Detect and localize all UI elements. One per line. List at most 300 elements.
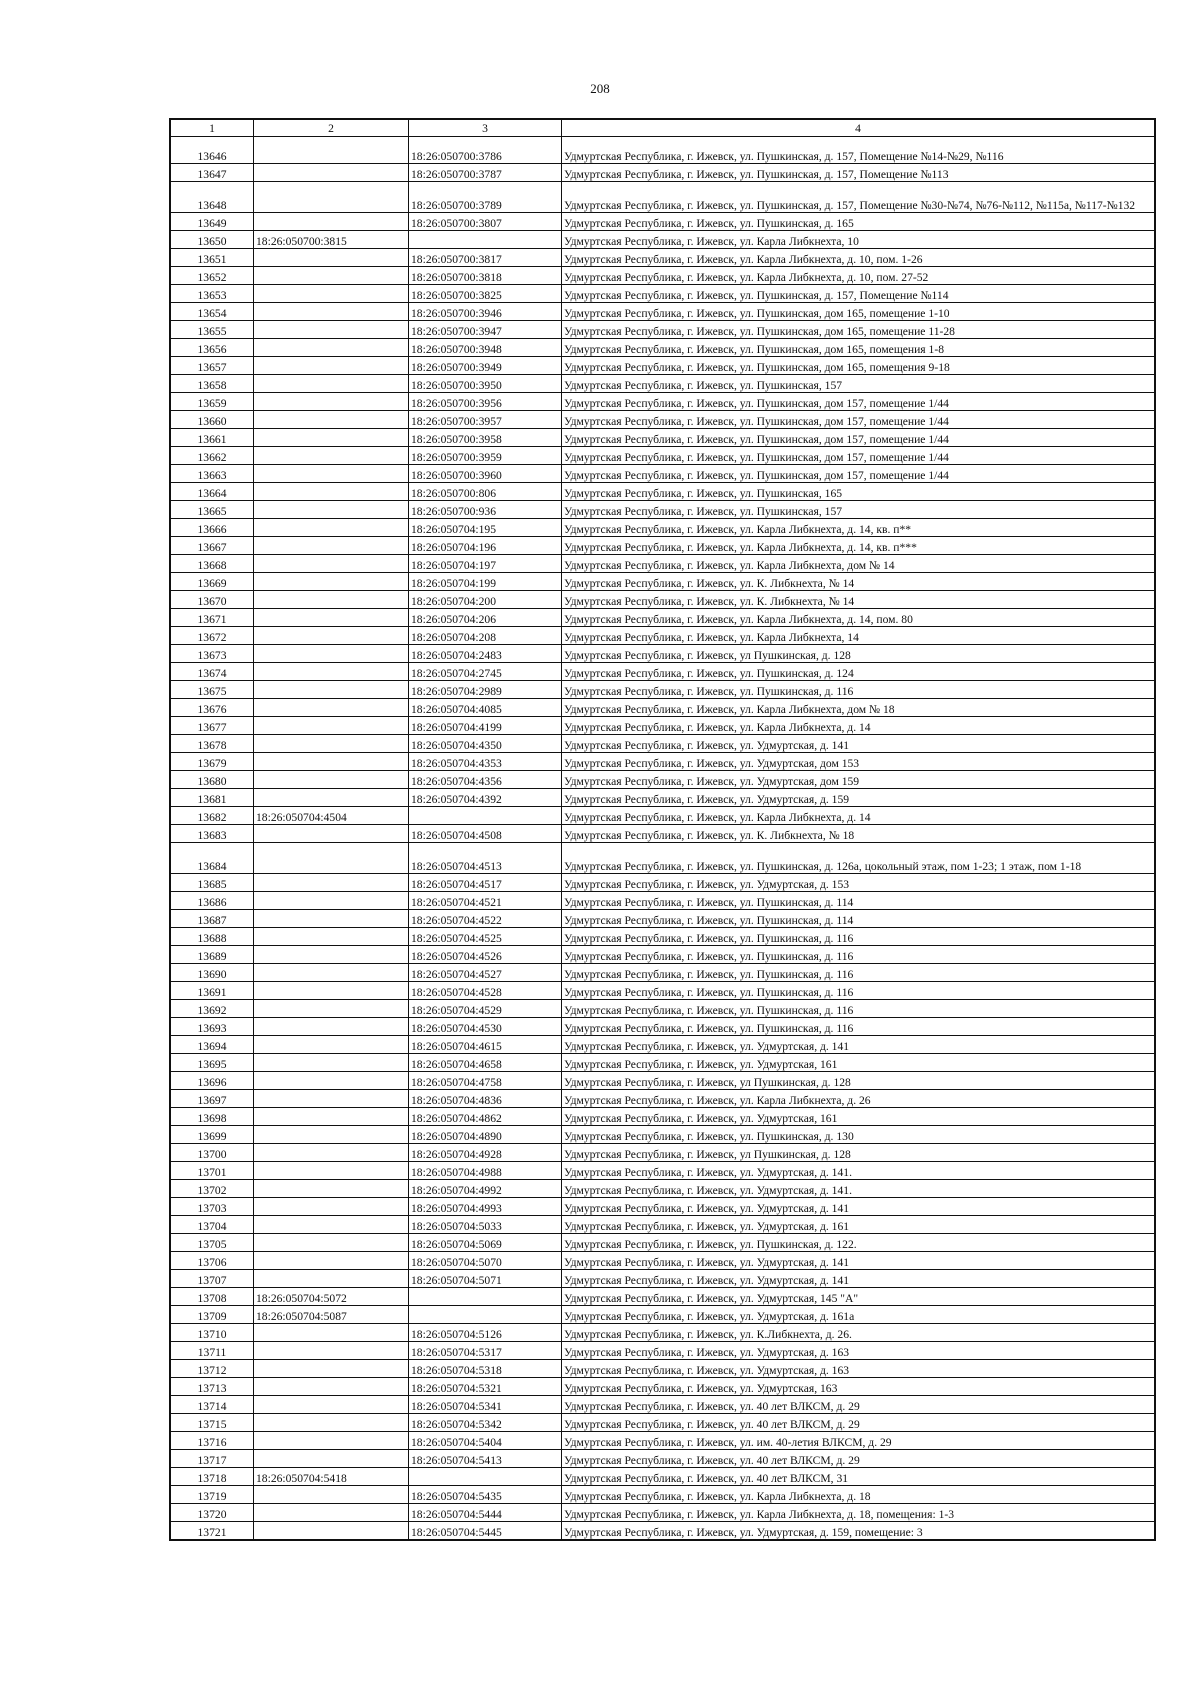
cadastral-number-object-cell: 18:26:050704:4658	[409, 1054, 562, 1072]
table-row	[170, 1072, 1155, 1090]
cadastral-number-land-cell	[254, 1090, 409, 1108]
table-row	[170, 771, 1155, 789]
table-row	[170, 789, 1155, 807]
table-row	[170, 1036, 1155, 1054]
cadastral-number-object-cell: 18:26:050704:5444	[409, 1504, 562, 1522]
cadastral-number-land-cell	[254, 1342, 409, 1360]
cadastral-number-object-cell: 18:26:050704:4356	[409, 771, 562, 789]
cadastral-number-land-cell	[254, 1054, 409, 1072]
cadastral-number-object-cell: 18:26:050704:5445	[409, 1522, 562, 1541]
table-row	[170, 910, 1155, 928]
cadastral-number-land-cell	[254, 519, 409, 537]
cadastral-number-land-cell	[254, 1378, 409, 1396]
table-row	[170, 1504, 1155, 1522]
cadastral-number-land-cell	[254, 501, 409, 519]
row-number-cell: 13661	[170, 429, 254, 447]
cadastral-number-object-cell	[409, 231, 562, 249]
address-cell: Удмуртская Республика, г. Ижевск, ул. Удмуртская, д. 159	[562, 789, 1156, 807]
row-number-cell: 13687	[170, 910, 254, 928]
address-cell: Удмуртская Республика, г. Ижевск, ул Пушкинская, д. 128	[562, 645, 1156, 663]
cadastral-number-land-cell	[254, 555, 409, 573]
address-cell: Удмуртская Республика, г. Ижевск, ул. Пушкинская, дом 165, помещения 9-18	[562, 357, 1156, 375]
address-cell: Удмуртская Республика, г. Ижевск, ул. Пушкинская, д. 116	[562, 946, 1156, 964]
cadastral-number-land-cell	[254, 375, 409, 393]
cadastral-number-land-cell	[254, 609, 409, 627]
cadastral-number-land-cell	[254, 249, 409, 267]
table-row	[170, 1144, 1155, 1162]
row-number-cell: 13714	[170, 1396, 254, 1414]
row-number-cell: 13646	[170, 137, 254, 164]
address-cell: Удмуртская Республика, г. Ижевск, ул. 40 лет ВЛКСМ, д. 29	[562, 1414, 1156, 1432]
row-number-cell: 13708	[170, 1288, 254, 1306]
cadastral-number-object-cell: 18:26:050704:5413	[409, 1450, 562, 1468]
cadastral-number-land-cell	[254, 982, 409, 1000]
address-cell: Удмуртская Республика, г. Ижевск, ул. Пушкинская, д. 116	[562, 964, 1156, 982]
table-row	[170, 164, 1155, 182]
address-cell: Удмуртская Республика, г. Ижевск, ул. Пушкинская, д. 157, Помещение №114	[562, 285, 1156, 303]
table-row	[170, 339, 1155, 357]
table-row	[170, 1396, 1155, 1414]
table-row	[170, 928, 1155, 946]
address-cell: Удмуртская Республика, г. Ижевск, ул. 40 лет ВЛКСМ, д. 29	[562, 1396, 1156, 1414]
cadastral-number-land-cell	[254, 1036, 409, 1054]
cadastral-number-land-cell	[254, 483, 409, 501]
address-cell: Удмуртская Республика, г. Ижевск, ул. Пушкинская, дом 157, помещение 1/44	[562, 447, 1156, 465]
table-row	[170, 1324, 1155, 1342]
cadastral-number-land-cell	[254, 339, 409, 357]
row-number-cell: 13660	[170, 411, 254, 429]
row-number-cell: 13678	[170, 735, 254, 753]
row-number-cell: 13647	[170, 164, 254, 182]
row-number-cell: 13691	[170, 982, 254, 1000]
cadastral-number-object-cell: 18:26:050704:199	[409, 573, 562, 591]
table-row	[170, 892, 1155, 910]
table-row	[170, 303, 1155, 321]
address-cell: Удмуртская Республика, г. Ижевск, ул. Пушкинская, д. 114	[562, 910, 1156, 928]
cadastral-number-land-cell	[254, 393, 409, 411]
cadastral-number-land-cell	[254, 1018, 409, 1036]
row-number-cell: 13680	[170, 771, 254, 789]
address-cell: Удмуртская Республика, г. Ижевск, ул. К.Либкнехта, д. 26.	[562, 1324, 1156, 1342]
cadastral-number-object-cell: 18:26:050704:5069	[409, 1234, 562, 1252]
cadastral-number-land-cell	[254, 789, 409, 807]
address-cell: Удмуртская Республика, г. Ижевск, ул. Карла Либкнехта, д. 14	[562, 717, 1156, 735]
table-row	[170, 1270, 1155, 1288]
cadastral-number-object-cell: 18:26:050704:196	[409, 537, 562, 555]
address-cell: Удмуртская Республика, г. Ижевск, ул. Удмуртская, дом 159	[562, 771, 1156, 789]
cadastral-number-object-cell: 18:26:050704:5071	[409, 1270, 562, 1288]
address-cell: Удмуртская Республика, г. Ижевск, ул. Удмуртская, д. 159, помещение: 3	[562, 1522, 1156, 1541]
address-cell: Удмуртская Республика, г. Ижевск, ул. К. Либкнехта, № 14	[562, 573, 1156, 591]
cadastral-number-land-cell	[254, 753, 409, 771]
cadastral-number-land-cell	[254, 964, 409, 982]
table-row	[170, 1234, 1155, 1252]
cadastral-number-object-cell: 18:26:050704:206	[409, 609, 562, 627]
row-number-cell: 13677	[170, 717, 254, 735]
table-row	[170, 1486, 1155, 1504]
table-row	[170, 645, 1155, 663]
cadastral-number-object-cell: 18:26:050704:4513	[409, 843, 562, 874]
cadastral-number-land-cell	[254, 699, 409, 717]
row-number-cell: 13706	[170, 1252, 254, 1270]
row-number-cell: 13651	[170, 249, 254, 267]
address-cell: Удмуртская Республика, г. Ижевск, ул. Удмуртская, 161	[562, 1108, 1156, 1126]
address-cell: Удмуртская Республика, г. Ижевск, ул Пушкинская, д. 128	[562, 1144, 1156, 1162]
address-cell: Удмуртская Республика, г. Ижевск, ул. Пушкинская, дом 157, помещение 1/44	[562, 411, 1156, 429]
row-number-cell: 13685	[170, 874, 254, 892]
page-number: 208	[590, 81, 610, 96]
table-row	[170, 1432, 1155, 1450]
address-cell: Удмуртская Республика, г. Ижевск, ул. Пушкинская, д. 122.	[562, 1234, 1156, 1252]
cadastral-number-object-cell: 18:26:050704:197	[409, 555, 562, 573]
cadastral-number-land-cell	[254, 537, 409, 555]
table-row	[170, 137, 1155, 164]
row-number-cell: 13699	[170, 1126, 254, 1144]
row-number-cell: 13693	[170, 1018, 254, 1036]
cadastral-number-object-cell: 18:26:050704:5341	[409, 1396, 562, 1414]
cadastral-number-object-cell: 18:26:050704:2483	[409, 645, 562, 663]
row-number-cell: 13659	[170, 393, 254, 411]
row-number-cell: 13698	[170, 1108, 254, 1126]
cadastral-number-object-cell: 18:26:050704:4527	[409, 964, 562, 982]
table-row	[170, 843, 1155, 874]
cadastral-number-object-cell: 18:26:050700:3956	[409, 393, 562, 411]
cadastral-number-object-cell: 18:26:050704:4525	[409, 928, 562, 946]
address-cell: Удмуртская Республика, г. Ижевск, ул. Пушкинская, дом 165, помещение 11-28	[562, 321, 1156, 339]
cadastral-number-land-cell	[254, 843, 409, 874]
cadastral-number-land-cell	[254, 663, 409, 681]
cadastral-number-object-cell: 18:26:050704:5318	[409, 1360, 562, 1378]
table-row	[170, 753, 1155, 771]
row-number-cell: 13682	[170, 807, 254, 825]
table-row	[170, 1450, 1155, 1468]
address-cell: Удмуртская Республика, г. Ижевск, ул. Удмуртская, д. 141.	[562, 1180, 1156, 1198]
table-row	[170, 807, 1155, 825]
address-cell: Удмуртская Республика, г. Ижевск, ул. Удмуртская, д. 163	[562, 1360, 1156, 1378]
cadastral-number-land-cell	[254, 573, 409, 591]
address-cell: Удмуртская Республика, г. Ижевск, ул. Пушкинская, д. 116	[562, 681, 1156, 699]
cadastral-number-object-cell: 18:26:050704:4988	[409, 1162, 562, 1180]
row-number-cell: 13671	[170, 609, 254, 627]
address-cell: Удмуртская Республика, г. Ижевск, ул. Карла Либкнехта, д. 10, пом. 27-52	[562, 267, 1156, 285]
cadastral-number-land-cell	[254, 137, 409, 164]
table-row	[170, 429, 1155, 447]
row-number-cell: 13663	[170, 465, 254, 483]
cadastral-number-object-cell: 18:26:050704:4199	[409, 717, 562, 735]
table-row	[170, 874, 1155, 892]
address-cell: Удмуртская Республика, г. Ижевск, ул. Пушкинская, 157	[562, 375, 1156, 393]
header-col-4: 4	[562, 119, 1156, 137]
cadastral-number-land-cell	[254, 1234, 409, 1252]
cadastral-number-object-cell: 18:26:050700:3947	[409, 321, 562, 339]
address-cell: Удмуртская Республика, г. Ижевск, ул. Удмуртская, д. 161	[562, 1216, 1156, 1234]
address-cell: Удмуртская Республика, г. Ижевск, ул. Пушкинская, д. 116	[562, 928, 1156, 946]
cadastral-number-land-cell	[254, 717, 409, 735]
cadastral-number-land-cell	[254, 1108, 409, 1126]
address-cell: Удмуртская Республика, г. Ижевск, ул. Карла Либкнехта, 10	[562, 231, 1156, 249]
row-number-cell: 13697	[170, 1090, 254, 1108]
cadastral-number-land-cell	[254, 465, 409, 483]
cadastral-number-object-cell: 18:26:050704:4890	[409, 1126, 562, 1144]
row-number-cell: 13668	[170, 555, 254, 573]
address-cell: Удмуртская Республика, г. Ижевск, ул. Пушкинская, д. 157, Помещение №113	[562, 164, 1156, 182]
row-number-cell: 13674	[170, 663, 254, 681]
row-number-cell: 13670	[170, 591, 254, 609]
table-row	[170, 519, 1155, 537]
row-number-cell: 13669	[170, 573, 254, 591]
cadastral-number-object-cell: 18:26:050704:4528	[409, 982, 562, 1000]
table-row	[170, 1342, 1155, 1360]
cadastral-number-object-cell: 18:26:050704:4862	[409, 1108, 562, 1126]
cadastral-number-land-cell: 18:26:050704:5072	[254, 1288, 409, 1306]
header-col-3: 3	[409, 119, 562, 137]
table-row	[170, 825, 1155, 843]
row-number-cell: 13709	[170, 1306, 254, 1324]
table-row	[170, 1108, 1155, 1126]
cadastral-number-object-cell: 18:26:050704:4085	[409, 699, 562, 717]
table-row	[170, 411, 1155, 429]
table-row	[170, 946, 1155, 964]
cadastral-number-object-cell: 18:26:050704:208	[409, 627, 562, 645]
address-cell: Удмуртская Республика, г. Ижевск, ул. 40 лет ВЛКСМ, 31	[562, 1468, 1156, 1486]
table-row	[170, 982, 1155, 1000]
address-cell: Удмуртская Республика, г. Ижевск, ул. Карла Либкнехта, 14	[562, 627, 1156, 645]
cadastral-number-object-cell: 18:26:050700:3787	[409, 164, 562, 182]
table-row	[170, 1306, 1155, 1324]
cadastral-number-land-cell	[254, 1396, 409, 1414]
table-row	[170, 267, 1155, 285]
row-number-cell: 13657	[170, 357, 254, 375]
address-cell: Удмуртская Республика, г. Ижевск, ул. Пушкинская, дом 157, помещение 1/44	[562, 393, 1156, 411]
row-number-cell: 13675	[170, 681, 254, 699]
cadastral-number-object-cell: 18:26:050704:5342	[409, 1414, 562, 1432]
row-number-cell: 13665	[170, 501, 254, 519]
cadastral-number-object-cell: 18:26:050704:2989	[409, 681, 562, 699]
row-number-cell: 13721	[170, 1522, 254, 1541]
row-number-cell: 13696	[170, 1072, 254, 1090]
header-col-2: 2	[254, 119, 409, 137]
cadastral-number-land-cell	[254, 735, 409, 753]
address-cell: Удмуртская Республика, г. Ижевск, ул. Удмуртская, дом 153	[562, 753, 1156, 771]
cadastral-number-object-cell: 18:26:050704:4522	[409, 910, 562, 928]
address-cell: Удмуртская Республика, г. Ижевск, ул. Удмуртская, д. 141	[562, 1270, 1156, 1288]
cadastral-number-object-cell: 18:26:050704:4353	[409, 753, 562, 771]
cadastral-number-object-cell: 18:26:050704:4992	[409, 1180, 562, 1198]
row-number-cell: 13650	[170, 231, 254, 249]
cadastral-number-land-cell	[254, 1414, 409, 1432]
table-body	[170, 137, 1155, 1541]
cadastral-number-land-cell	[254, 892, 409, 910]
row-number-cell: 13700	[170, 1144, 254, 1162]
table-row	[170, 1360, 1155, 1378]
cadastral-number-land-cell	[254, 1162, 409, 1180]
address-cell: Удмуртская Республика, г. Ижевск, ул. Пушкинская, д. 165	[562, 213, 1156, 231]
table-row	[170, 1180, 1155, 1198]
cadastral-number-land-cell	[254, 285, 409, 303]
cadastral-number-object-cell: 18:26:050704:4526	[409, 946, 562, 964]
cadastral-number-object-cell: 18:26:050704:200	[409, 591, 562, 609]
row-number-cell: 13656	[170, 339, 254, 357]
row-number-cell: 13658	[170, 375, 254, 393]
cadastral-number-object-cell: 18:26:050704:4350	[409, 735, 562, 753]
cadastral-number-object-cell: 18:26:050700:3950	[409, 375, 562, 393]
cadastral-number-object-cell: 18:26:050700:3786	[409, 137, 562, 164]
cadastral-number-object-cell: 18:26:050700:3957	[409, 411, 562, 429]
cadastral-number-land-cell	[254, 946, 409, 964]
cadastral-number-object-cell: 18:26:050700:3958	[409, 429, 562, 447]
table-row	[170, 699, 1155, 717]
cadastral-number-object-cell: 18:26:050704:5033	[409, 1216, 562, 1234]
cadastral-number-object-cell: 18:26:050704:4993	[409, 1198, 562, 1216]
address-cell: Удмуртская Республика, г. Ижевск, ул. Удмуртская, д. 153	[562, 874, 1156, 892]
row-number-cell: 13707	[170, 1270, 254, 1288]
cadastral-number-object-cell: 18:26:050700:3807	[409, 213, 562, 231]
cadastral-number-land-cell	[254, 411, 409, 429]
address-cell: Удмуртская Республика, г. Ижевск, ул. Пушкинская, дом 165, помещение 1-10	[562, 303, 1156, 321]
address-cell: Удмуртская Республика, г. Ижевск, ул. К. Либкнехта, № 18	[562, 825, 1156, 843]
cadastral-number-land-cell	[254, 1072, 409, 1090]
row-number-cell: 13654	[170, 303, 254, 321]
cadastral-number-object-cell: 18:26:050704:4530	[409, 1018, 562, 1036]
cadastral-number-object-cell: 18:26:050704:4521	[409, 892, 562, 910]
row-number-cell: 13664	[170, 483, 254, 501]
cadastral-number-land-cell	[254, 357, 409, 375]
table-row	[170, 213, 1155, 231]
address-cell: Удмуртская Республика, г. Ижевск, ул. Пушкинская, дом 165, помещения 1-8	[562, 339, 1156, 357]
address-cell: Удмуртская Республика, г. Ижевск, ул. Карла Либкнехта, дом № 14	[562, 555, 1156, 573]
cadastral-number-object-cell: 18:26:050700:806	[409, 483, 562, 501]
table-row	[170, 964, 1155, 982]
row-number-cell: 13689	[170, 946, 254, 964]
table-row	[170, 1198, 1155, 1216]
cadastral-number-land-cell	[254, 1198, 409, 1216]
cadastral-number-object-cell: 18:26:050700:936	[409, 501, 562, 519]
table-row	[170, 1018, 1155, 1036]
address-cell: Удмуртская Республика, г. Ижевск, ул. Карла Либкнехта, дом № 18	[562, 699, 1156, 717]
address-cell: Удмуртская Республика, г. Ижевск, ул. Карла Либкнехта, д. 14	[562, 807, 1156, 825]
table-row	[170, 321, 1155, 339]
cadastral-number-object-cell: 18:26:050700:3818	[409, 267, 562, 285]
table-row	[170, 1522, 1155, 1541]
cadastral-number-land-cell	[254, 1360, 409, 1378]
cadastral-number-land-cell	[254, 591, 409, 609]
cadastral-number-land-cell	[254, 1180, 409, 1198]
address-cell: Удмуртская Республика, г. Ижевск, ул. Пушкинская, д. 157, Помещение №14-№29, №116	[562, 137, 1156, 164]
table-row	[170, 609, 1155, 627]
address-cell: Удмуртская Республика, г. Ижевск, ул. Пушкинская, д. 116	[562, 1018, 1156, 1036]
cadastral-number-object-cell: 18:26:050704:4615	[409, 1036, 562, 1054]
row-number-cell: 13676	[170, 699, 254, 717]
address-cell: Удмуртская Республика, г. Ижевск, ул. Удмуртская, д. 141	[562, 1252, 1156, 1270]
table-row	[170, 182, 1155, 213]
address-cell: Удмуртская Республика, г. Ижевск, ул. Удмуртская, д. 141.	[562, 1162, 1156, 1180]
table-row	[170, 663, 1155, 681]
address-cell: Удмуртская Республика, г. Ижевск, ул. Карла Либкнехта, д. 14, кв. п***	[562, 537, 1156, 555]
cadastral-number-land-cell	[254, 164, 409, 182]
row-number-cell: 13667	[170, 537, 254, 555]
address-cell: Удмуртская Республика, г. Ижевск, ул. Удмуртская, д. 161а	[562, 1306, 1156, 1324]
cadastral-number-land-cell	[254, 1270, 409, 1288]
row-number-cell: 13720	[170, 1504, 254, 1522]
row-number-cell: 13719	[170, 1486, 254, 1504]
cadastral-number-land-cell	[254, 303, 409, 321]
address-cell: Удмуртская Республика, г. Ижевск, ул. Удмуртская, 161	[562, 1054, 1156, 1072]
table-row	[170, 1000, 1155, 1018]
table-row	[170, 375, 1155, 393]
row-number-cell: 13683	[170, 825, 254, 843]
cadastral-number-land-cell	[254, 627, 409, 645]
row-number-cell: 13701	[170, 1162, 254, 1180]
row-number-cell: 13704	[170, 1216, 254, 1234]
cadastral-number-land-cell	[254, 182, 409, 213]
row-number-cell: 13655	[170, 321, 254, 339]
address-cell: Удмуртская Республика, г. Ижевск, ул. Пушкинская, д. 157, Помещение №30-№74, №76-№112, №115а, №117-№132	[562, 182, 1156, 213]
cadastral-number-object-cell: 18:26:050700:3960	[409, 465, 562, 483]
table-row	[170, 1378, 1155, 1396]
cadastral-number-land-cell	[254, 874, 409, 892]
cadastral-number-object-cell: 18:26:050704:4508	[409, 825, 562, 843]
row-number-cell: 13690	[170, 964, 254, 982]
table-row	[170, 1090, 1155, 1108]
cadastral-number-land-cell	[254, 1000, 409, 1018]
table-row	[170, 573, 1155, 591]
cadastral-number-land-cell	[254, 321, 409, 339]
table-row	[170, 627, 1155, 645]
table-row	[170, 537, 1155, 555]
header-col-1: 1	[170, 119, 254, 137]
row-number-cell: 13702	[170, 1180, 254, 1198]
cadastral-number-land-cell	[254, 681, 409, 699]
row-number-cell: 13710	[170, 1324, 254, 1342]
cadastral-number-land-cell	[254, 1504, 409, 1522]
cadastral-number-object-cell: 18:26:050704:5321	[409, 1378, 562, 1396]
cadastral-number-land-cell	[254, 1252, 409, 1270]
address-cell: Удмуртская Республика, г. Ижевск, ул. 40 лет ВЛКСМ, д. 29	[562, 1450, 1156, 1468]
row-number-cell: 13717	[170, 1450, 254, 1468]
table-row	[170, 735, 1155, 753]
cadastral-number-land-cell	[254, 645, 409, 663]
address-cell: Удмуртская Республика, г. Ижевск, ул. Удмуртская, д. 141	[562, 1036, 1156, 1054]
cadastral-number-land-cell	[254, 928, 409, 946]
address-cell: Удмуртская Республика, г. Ижевск, ул. Пушкинская, д. 126а, цокольный этаж, пом 1-23; 1 этаж, пом 1-18	[562, 843, 1156, 874]
address-cell: Удмуртская Республика, г. Ижевск, ул. Карла Либкнехта, д. 18, помещения: 1-3	[562, 1504, 1156, 1522]
table-row	[170, 1414, 1155, 1432]
cadastral-number-object-cell: 18:26:050704:5126	[409, 1324, 562, 1342]
cadastral-number-object-cell	[409, 807, 562, 825]
cadastral-number-land-cell: 18:26:050704:5418	[254, 1468, 409, 1486]
row-number-cell: 13662	[170, 447, 254, 465]
cadastral-number-land-cell	[254, 1450, 409, 1468]
cadastral-number-object-cell: 18:26:050704:5435	[409, 1486, 562, 1504]
address-cell: Удмуртская Республика, г. Ижевск, ул. Пушкинская, д. 116	[562, 982, 1156, 1000]
cadastral-number-object-cell: 18:26:050704:4517	[409, 874, 562, 892]
cadastral-number-land-cell	[254, 1432, 409, 1450]
table-row	[170, 1288, 1155, 1306]
address-cell: Удмуртская Республика, г. Ижевск, ул. Карла Либкнехта, д. 10, пом. 1-26	[562, 249, 1156, 267]
row-number-cell: 13653	[170, 285, 254, 303]
address-cell: Удмуртская Республика, г. Ижевск, ул. Удмуртская, д. 141	[562, 735, 1156, 753]
row-number-cell: 13705	[170, 1234, 254, 1252]
address-cell: Удмуртская Республика, г. Ижевск, ул. Карла Либкнехта, д. 14, кв. п**	[562, 519, 1156, 537]
address-cell: Удмуртская Республика, г. Ижевск, ул. Пушкинская, д. 124	[562, 663, 1156, 681]
cadastral-number-object-cell: 18:26:050704:4392	[409, 789, 562, 807]
cadastral-number-land-cell: 18:26:050700:3815	[254, 231, 409, 249]
cadastral-number-object-cell: 18:26:050700:3949	[409, 357, 562, 375]
row-number-cell: 13713	[170, 1378, 254, 1396]
cadastral-number-land-cell	[254, 213, 409, 231]
address-cell: Удмуртская Республика, г. Ижевск, ул. Пушкинская, дом 157, помещение 1/44	[562, 465, 1156, 483]
cadastral-number-land-cell: 18:26:050704:4504	[254, 807, 409, 825]
